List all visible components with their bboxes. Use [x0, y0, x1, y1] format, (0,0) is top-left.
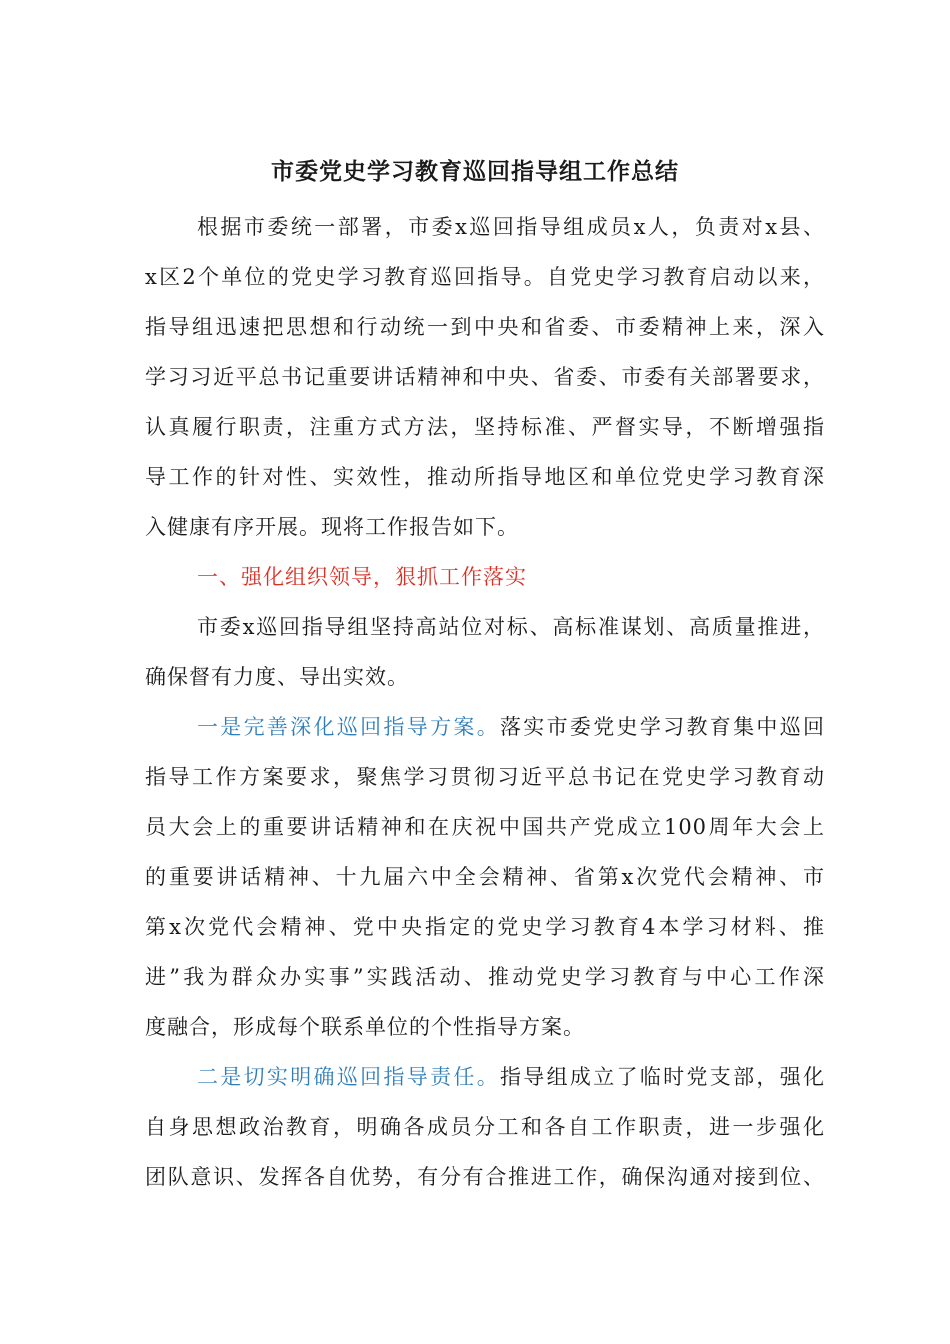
paragraph-line: 第x次党代会精神、党中央指定的党史学习教育4本学习材料、推 [145, 915, 825, 939]
paragraph-line: 根据市委统一部署，市委x巡回指导组成员x人，负责对x县、 [197, 215, 825, 239]
subheading: 一是完善深化巡回指导方案。 [197, 715, 500, 739]
paragraph-line: x区2个单位的党史学习教育巡回指导。自党史学习教育启动以来， [145, 265, 825, 289]
paragraph-line: 确保督有力度、导出实效。 [145, 665, 409, 689]
paragraph-line: 导工作的针对性、实效性，推动所指导地区和单位党史学习教育深 [145, 465, 825, 489]
paragraph-line: 的重要讲话精神、十九届六中全会精神、省第x次党代会精神、市 [145, 865, 825, 889]
paragraph-line: 指导工作方案要求，聚焦学习贯彻习近平总书记在党史学习教育动 [145, 765, 825, 789]
paragraph-line [145, 1059, 825, 1095]
paragraph-line: 指导组迅速把思想和行动统一到中央和省委、市委精神上来，深入 [145, 315, 825, 339]
paragraph-line: 市委x巡回指导组坚持高站位对标、高标准谋划、高质量推进， [197, 615, 825, 639]
subheading: 二是切实明确巡回指导责任。 [197, 1065, 500, 1089]
paragraph-text: 指导组成立了临时党支部，强化 [500, 1065, 825, 1089]
paragraph-line: 入健康有序开展。现将工作报告如下。 [145, 515, 519, 539]
section-heading: 一、强化组织领导，狠抓工作落实 [197, 565, 527, 589]
paragraph-line [145, 709, 825, 745]
paragraph-line: 认真履行职责，注重方式方法，坚持标准、严督实导，不断增强指 [145, 415, 825, 439]
paragraph-line: 进”我为群众办实事”实践活动、推动党史学习教育与中心工作深 [145, 965, 825, 989]
document-title: 市委党史学习教育巡回指导组工作总结 [271, 158, 679, 185]
paragraph-line: 学习习近平总书记重要讲话精神和中央、省委、市委有关部署要求， [145, 365, 825, 389]
paragraph-line: 团队意识、发挥各自优势，有分有合推进工作，确保沟通对接到位、 [145, 1165, 825, 1189]
paragraph-text: 落实市委党史学习教育集中巡回 [500, 715, 825, 739]
paragraph-line: 自身思想政治教育，明确各成员分工和各自工作职责，进一步强化 [145, 1115, 825, 1139]
paragraph-line: 度融合，形成每个联系单位的个性指导方案。 [145, 1015, 585, 1039]
paragraph-line: 员大会上的重要讲话精神和在庆祝中国共产党成立100周年大会上 [145, 815, 825, 839]
